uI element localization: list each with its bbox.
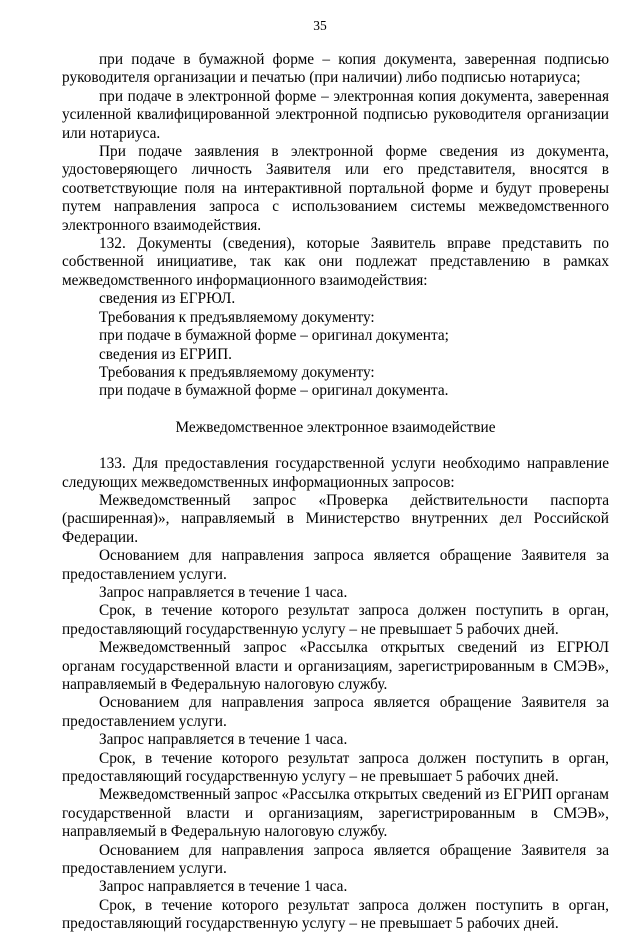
paragraph-egrip-request: Межведомственный запрос «Рассылка открытых сведений из ЕГРИП органам государственной власти и организациям, зарегистрированным в СМЭВ», направляемый в Федеральную налоговую службу. (62, 786, 609, 841)
paragraph-item-133: 133. Для предоставления государственной услуги необходимо направление следующих межведомственных информационных запросов: (62, 455, 609, 491)
paragraph-deadline-1: Срок, в течение которого результат запроса должен поступить в орган, предоставляющий государственную услугу – не превышает 5 рабочих дней. (62, 602, 609, 638)
paragraph-deadline-2: Срок, в течение которого результат запроса должен поступить в орган, предоставляющий государственную услугу – не превышает 5 рабочих дней. (62, 749, 609, 786)
paragraph-requirements-1: Требования к предъявляемому документу: (99, 308, 375, 326)
paragraph-item-132: 132. Документы (сведения), которые Заявитель вправе представить по собственной инициативе, так как они подлежат представлению в рамках межведомственного информационного взаимодействия: (62, 235, 609, 289)
paragraph-paper-original-1: при подаче в бумажной форме – оригинал документа; (99, 327, 449, 345)
paragraph-paper-copy: при подаче в бумажной форме – копия документа, заверенная подписью руководителя организации и печатью (при наличии) либо подписью нотариуса; (62, 51, 609, 87)
paragraph-egrip: сведения из ЕГРИП. (99, 345, 232, 363)
paragraph-electronic-copy: при подаче в электронной форме – электронная копия документа, заверенная усиленной квалифицированной электронной подписью руководителя организации или нотариуса. (62, 87, 609, 142)
paragraph-egrul: сведения из ЕГРЮЛ. (99, 290, 236, 308)
paragraph-requirements-2: Требования к предъявляемому документу: (99, 363, 375, 381)
paragraph-time-2: Запрос направляется в течение 1 часа. (99, 731, 348, 749)
paragraph-time-1: Запрос направляется в течение 1 часа. (99, 583, 348, 601)
page-number: 35 (313, 18, 327, 33)
section-heading: Межведомственное электронное взаимодействие (175, 418, 496, 436)
paragraph-basis-3: Основанием для направления запроса является обращение Заявителя за предоставлением услуги. (62, 841, 609, 878)
paragraph-passport-request: Межведомственный запрос «Проверка действительности паспорта (расширенная)», направляемый в Министерство внутренних дел Российской Федерации. (62, 491, 609, 546)
paragraph-egrul-request: Межведомственный запрос «Рассылка открытых сведений из ЕГРЮЛ органам государственной власти и организациям, зарегистрированным в СМЭВ», направляемый в Федеральную налоговую службу. (62, 639, 609, 693)
document-body (62, 51, 609, 934)
paragraph-electronic-application: При подаче заявления в электронной форме сведения из документа, удостоверяющего личность Заявителя или его представителя, вносятся в соответствующие поля на интерактивной портальной форме и будут проверены путем направления запроса с использованием системы межведомственного электронного взаимодействия. (62, 143, 609, 234)
paragraph-basis-1: Основанием для направления запроса является обращение Заявителя за предоставлением услуги. (62, 547, 609, 583)
paragraph-paper-original-2: при подаче в бумажной форме – оригинал документа. (99, 382, 449, 400)
paragraph-deadline-3: Срок, в течение которого результат запроса должен поступить в орган, предоставляющий государственную услугу – не превышает 5 рабочих дней. (62, 896, 609, 933)
paragraph-basis-2: Основанием для направления запроса является обращение Заявителя за предоставлением услуги. (62, 694, 609, 730)
paragraph-time-3: Запрос направляется в течение 1 часа. (99, 878, 348, 896)
